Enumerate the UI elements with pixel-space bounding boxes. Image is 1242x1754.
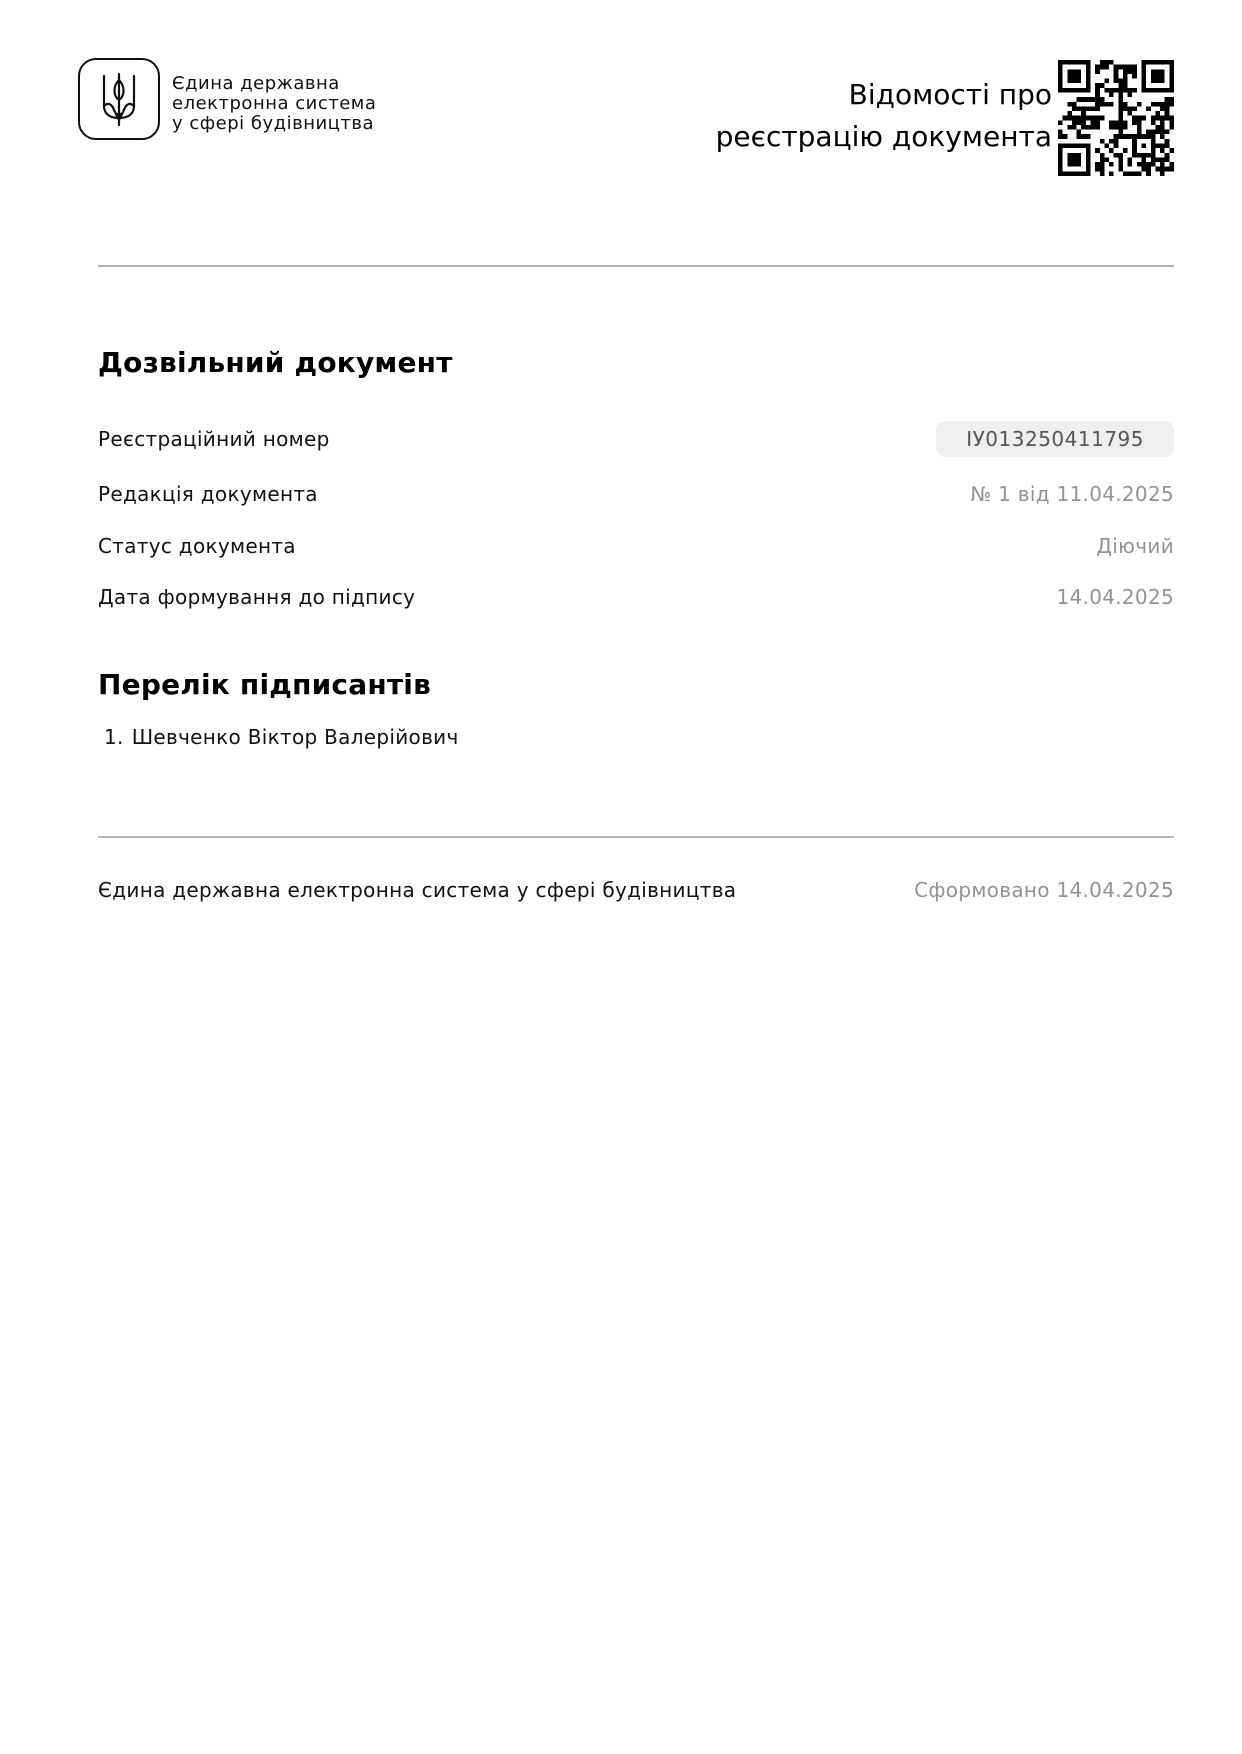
qr-code-icon: [1058, 60, 1174, 176]
footer-divider: [98, 836, 1174, 838]
document-title-line: Відомості про: [848, 78, 1052, 111]
field-registration-number: [98, 421, 1174, 457]
document-title-line: реєстрацію документа: [715, 120, 1052, 153]
permit-section-heading: Дозвільний документ: [98, 346, 453, 379]
field-value: 14.04.2025: [1056, 585, 1174, 609]
field-label: Статус документа: [98, 534, 296, 558]
org-name-line: електронна система: [172, 93, 377, 114]
registration-number-badge: ІУ013250411795: [936, 421, 1174, 457]
field-document-revision: [98, 476, 1174, 512]
field-label: Дата формування до підпису: [98, 585, 416, 609]
status-value: Діючий: [1096, 534, 1174, 558]
field-value: № 1 від 11.04.2025: [970, 482, 1174, 506]
org-name-line: у сфері будівництва: [172, 113, 375, 134]
field-document-status: [98, 528, 1174, 564]
trident-icon: [78, 58, 160, 140]
org-name-line: Єдина державна: [172, 73, 340, 94]
signer-number: 1.: [104, 725, 124, 749]
signer-name: Шевченко Віктор Валерійович: [131, 725, 459, 749]
document-title: [716, 74, 1052, 158]
org-name: [172, 74, 376, 134]
field-signing-date: [98, 579, 1174, 615]
signers-section-heading: Перелік підписантів: [98, 668, 432, 701]
field-label: Редакція документа: [98, 482, 318, 506]
signers-list: [104, 725, 459, 749]
header-divider: [98, 265, 1174, 267]
field-label: Реєстраційний номер: [98, 427, 330, 451]
footer-generated-date: Сформовано 14.04.2025: [914, 878, 1174, 902]
footer-org-name: Єдина державна електронна система у сфері будівництва: [98, 878, 737, 902]
list-item: [104, 725, 459, 749]
